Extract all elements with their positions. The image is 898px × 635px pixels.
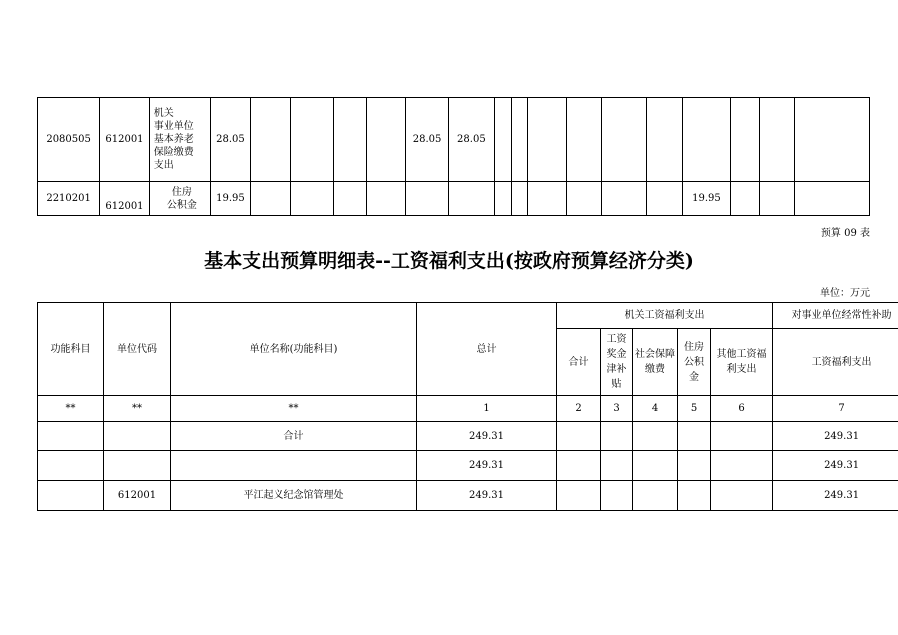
unit-name-cell: [149, 98, 210, 182]
header-sub-social: 社会保障缴费: [633, 329, 678, 396]
wage-cell: 249.31: [773, 422, 898, 451]
name-line: 支出: [153, 160, 174, 171]
value-cell: [449, 182, 494, 216]
unit-code-cell: 612001: [100, 98, 150, 182]
unit-name-cell: 合计: [171, 422, 417, 451]
value-cell: [405, 182, 448, 216]
table-row: [38, 451, 898, 481]
unit-label: 单位：万元: [820, 288, 870, 299]
table-row: [38, 182, 870, 216]
table-number: 预算 09 表: [820, 228, 870, 239]
unit-code-cell: [104, 451, 171, 481]
index-row: [38, 396, 898, 422]
total-cell: 19.95: [210, 182, 250, 216]
name-line: 机关: [153, 108, 174, 119]
func-code-cell: 2080505: [38, 98, 100, 182]
name-line: 事业单位: [153, 121, 194, 132]
unit-name-cell: 平江起义纪念馆管理处: [171, 481, 417, 511]
header-sub-bonus: 工资奖金津补贴: [601, 329, 633, 396]
total-cell: 249.31: [417, 451, 557, 481]
value-cell: 28.05: [449, 98, 494, 182]
budget-table: [37, 302, 898, 511]
name-line: 公积金: [166, 199, 197, 211]
index-cell: 4: [633, 396, 678, 422]
continuation-table: [37, 97, 870, 216]
index-cell: **: [171, 396, 417, 422]
func-code-cell: [38, 451, 104, 481]
header-unit-name: 单位名称(功能科目): [171, 303, 417, 396]
index-cell: 3: [601, 396, 633, 422]
func-code-cell: [38, 481, 104, 511]
index-cell: **: [38, 396, 104, 422]
total-cell: 249.31: [417, 481, 557, 511]
unit-code-cell: 612001: [100, 182, 150, 216]
unit-code-cell: [104, 422, 171, 451]
unit-name-cell: [171, 451, 417, 481]
wage-cell: 249.31: [773, 451, 898, 481]
index-cell: **: [104, 396, 171, 422]
total-cell: 28.05: [210, 98, 250, 182]
header-unit-code: 单位代码: [104, 303, 171, 396]
value-cell: 28.05: [405, 98, 448, 182]
header-group-agency-wages: 机关工资福利支出: [557, 303, 773, 329]
index-cell: 7: [773, 396, 898, 422]
value-cell: 19.95: [683, 182, 730, 216]
index-cell: 6: [711, 396, 773, 422]
table-row: [38, 98, 870, 182]
page-title: 基本支出预算明细表--工资福利支出(按政府预算经济分类): [204, 250, 694, 272]
table-row: [38, 422, 898, 451]
header-group-subsidy: 对事业单位经常性补助: [773, 303, 898, 329]
header-sub-other: 其他工资福利支出: [711, 329, 773, 396]
func-code-cell: [38, 422, 104, 451]
name-line: 基本养老: [153, 134, 194, 145]
total-cell: 249.31: [417, 422, 557, 451]
header-total: 总计: [417, 303, 557, 396]
value-cell: [683, 98, 730, 182]
name-line: 住房: [171, 186, 192, 198]
index-cell: 1: [417, 396, 557, 422]
unit-code-cell: 612001: [104, 481, 171, 511]
unit-name-cell: [149, 182, 210, 216]
header-sub-total: 合计: [557, 329, 601, 396]
header-func-code: 功能科目: [38, 303, 104, 396]
func-code-cell: 2210201: [38, 182, 100, 216]
wage-cell: 249.31: [773, 481, 898, 511]
name-line: 保险缴费: [153, 147, 194, 158]
header-row: [38, 303, 898, 329]
index-cell: 2: [557, 396, 601, 422]
table-row: [38, 481, 898, 511]
header-sub-housing: 住房公积金: [678, 329, 711, 396]
index-cell: 5: [678, 396, 711, 422]
header-sub-wage: 工资福利支出: [773, 329, 898, 396]
